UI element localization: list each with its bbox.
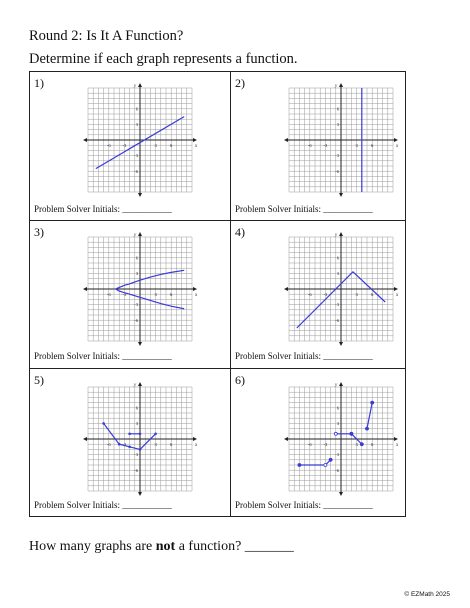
y-tick-label: -3 bbox=[335, 302, 339, 308]
question-emphasis: not bbox=[155, 539, 176, 554]
y-axis-label: y bbox=[335, 383, 338, 388]
y-tick-label: 6 bbox=[135, 255, 138, 261]
graph-point bbox=[102, 422, 105, 425]
y-tick-label: 3 bbox=[336, 271, 339, 276]
x-tick-label: -3 bbox=[122, 143, 127, 148]
y-tick-label: 6 bbox=[336, 255, 339, 261]
graph-point bbox=[128, 446, 131, 449]
x-tick-label: -3 bbox=[323, 143, 328, 148]
problem-number: 5) bbox=[34, 373, 44, 387]
question-blank: a function? _______ bbox=[175, 539, 294, 554]
coordinate-graph bbox=[86, 231, 198, 349]
x-tick-label: 3 bbox=[154, 292, 157, 297]
initials-label: Problem Solver Initials: ___________ bbox=[34, 351, 172, 361]
graph-point bbox=[139, 433, 142, 436]
coordinate-graph bbox=[287, 82, 399, 200]
graph-line bbox=[116, 270, 185, 308]
graph-point bbox=[334, 432, 337, 435]
initials-label: Problem Solver Initials: ___________ bbox=[235, 500, 373, 510]
graph-point bbox=[371, 401, 374, 404]
x-tick-label: 3 bbox=[355, 442, 358, 447]
copyright: © EZMath 2025 bbox=[404, 591, 450, 598]
coordinate-graph bbox=[86, 381, 198, 499]
y-tick-label: -3 bbox=[134, 452, 138, 458]
y-axis-label: y bbox=[134, 233, 137, 238]
x-axis-label: x bbox=[195, 443, 198, 448]
coordinate-graph bbox=[287, 231, 399, 349]
y-axis-label: y bbox=[134, 383, 137, 388]
x-tick-label: -6 bbox=[307, 143, 312, 148]
x-tick-label: -3 bbox=[122, 442, 127, 447]
y-tick-label: -6 bbox=[335, 317, 339, 323]
graph-point bbox=[154, 433, 157, 436]
x-axis-label: x bbox=[396, 443, 399, 448]
problem-number: 3) bbox=[34, 225, 44, 239]
x-axis-label: x bbox=[195, 293, 198, 298]
y-axis-label: y bbox=[335, 84, 338, 89]
problem-5 bbox=[30, 369, 230, 516]
y-tick-label: 3 bbox=[336, 122, 339, 127]
x-tick-label: -6 bbox=[106, 143, 111, 148]
problem-number: 2) bbox=[235, 76, 245, 90]
instructions: Determine if each graph represents a function. bbox=[29, 51, 298, 67]
problem-number: 4) bbox=[235, 225, 245, 239]
y-tick-label: -3 bbox=[335, 153, 339, 159]
graph-point bbox=[139, 448, 142, 451]
y-tick-label: 3 bbox=[135, 421, 138, 426]
y-tick-label: -6 bbox=[134, 317, 138, 323]
problem-3 bbox=[30, 221, 230, 368]
x-axis-label: x bbox=[396, 144, 399, 149]
y-axis-label: y bbox=[134, 84, 137, 89]
x-tick-label: -6 bbox=[307, 442, 312, 447]
problem-4 bbox=[231, 221, 405, 368]
y-tick-label: 6 bbox=[336, 106, 339, 112]
x-tick-label: 6 bbox=[371, 292, 374, 297]
y-tick-label: -3 bbox=[134, 153, 138, 159]
y-tick-label: -6 bbox=[134, 467, 138, 473]
coordinate-graph bbox=[287, 381, 399, 499]
graph-point bbox=[329, 458, 332, 461]
y-tick-label: -3 bbox=[134, 302, 138, 308]
graph-point bbox=[118, 443, 121, 446]
x-tick-label: 3 bbox=[154, 143, 157, 148]
y-tick-label: 3 bbox=[135, 271, 138, 276]
x-tick-label: 3 bbox=[355, 143, 358, 148]
y-tick-label: 6 bbox=[135, 405, 138, 411]
graph-point bbox=[324, 464, 327, 467]
problem-1 bbox=[30, 72, 230, 220]
y-tick-label: 3 bbox=[336, 421, 339, 426]
x-tick-label: 6 bbox=[170, 143, 173, 148]
y-tick-label: 6 bbox=[336, 405, 339, 411]
graph-point bbox=[298, 464, 301, 467]
x-tick-label: -3 bbox=[122, 292, 127, 297]
x-axis-label: x bbox=[396, 293, 399, 298]
problem-6 bbox=[231, 369, 405, 516]
x-tick-label: -6 bbox=[106, 442, 111, 447]
y-tick-label: -6 bbox=[134, 168, 138, 174]
graph-segment bbox=[367, 403, 372, 429]
summary-question bbox=[29, 539, 294, 555]
x-tick-label: 6 bbox=[170, 292, 173, 297]
graph-point bbox=[350, 432, 353, 435]
x-tick-label: 3 bbox=[154, 442, 157, 447]
round-title: Round 2: Is It A Function? bbox=[29, 28, 184, 44]
y-tick-label: -6 bbox=[335, 467, 339, 473]
x-tick-label: -3 bbox=[323, 442, 328, 447]
y-tick-label: -6 bbox=[335, 168, 339, 174]
coordinate-graph bbox=[86, 82, 198, 200]
initials-label: Problem Solver Initials: ___________ bbox=[235, 204, 373, 214]
x-tick-label: -3 bbox=[323, 292, 328, 297]
y-axis-label: y bbox=[335, 233, 338, 238]
graph-point bbox=[128, 433, 131, 436]
graph-point bbox=[360, 443, 363, 446]
x-tick-label: -6 bbox=[307, 292, 312, 297]
x-tick-label: -6 bbox=[106, 292, 111, 297]
problem-grid bbox=[29, 71, 406, 517]
x-tick-label: 6 bbox=[371, 143, 374, 148]
problem-number: 1) bbox=[34, 76, 44, 90]
x-tick-label: 6 bbox=[371, 442, 374, 447]
y-tick-label: -3 bbox=[335, 452, 339, 458]
x-tick-label: 6 bbox=[170, 442, 173, 447]
x-axis-label: x bbox=[195, 144, 198, 149]
initials-label: Problem Solver Initials: ___________ bbox=[235, 351, 373, 361]
problem-2 bbox=[231, 72, 405, 220]
initials-label: Problem Solver Initials: ___________ bbox=[34, 500, 172, 510]
x-tick-label: 3 bbox=[355, 292, 358, 297]
problem-number: 6) bbox=[235, 373, 245, 387]
question-text: How many graphs are bbox=[29, 539, 156, 554]
initials-label: Problem Solver Initials: ___________ bbox=[34, 204, 172, 214]
y-tick-label: 3 bbox=[135, 122, 138, 127]
y-tick-label: 6 bbox=[135, 106, 138, 112]
graph-point bbox=[366, 427, 369, 430]
